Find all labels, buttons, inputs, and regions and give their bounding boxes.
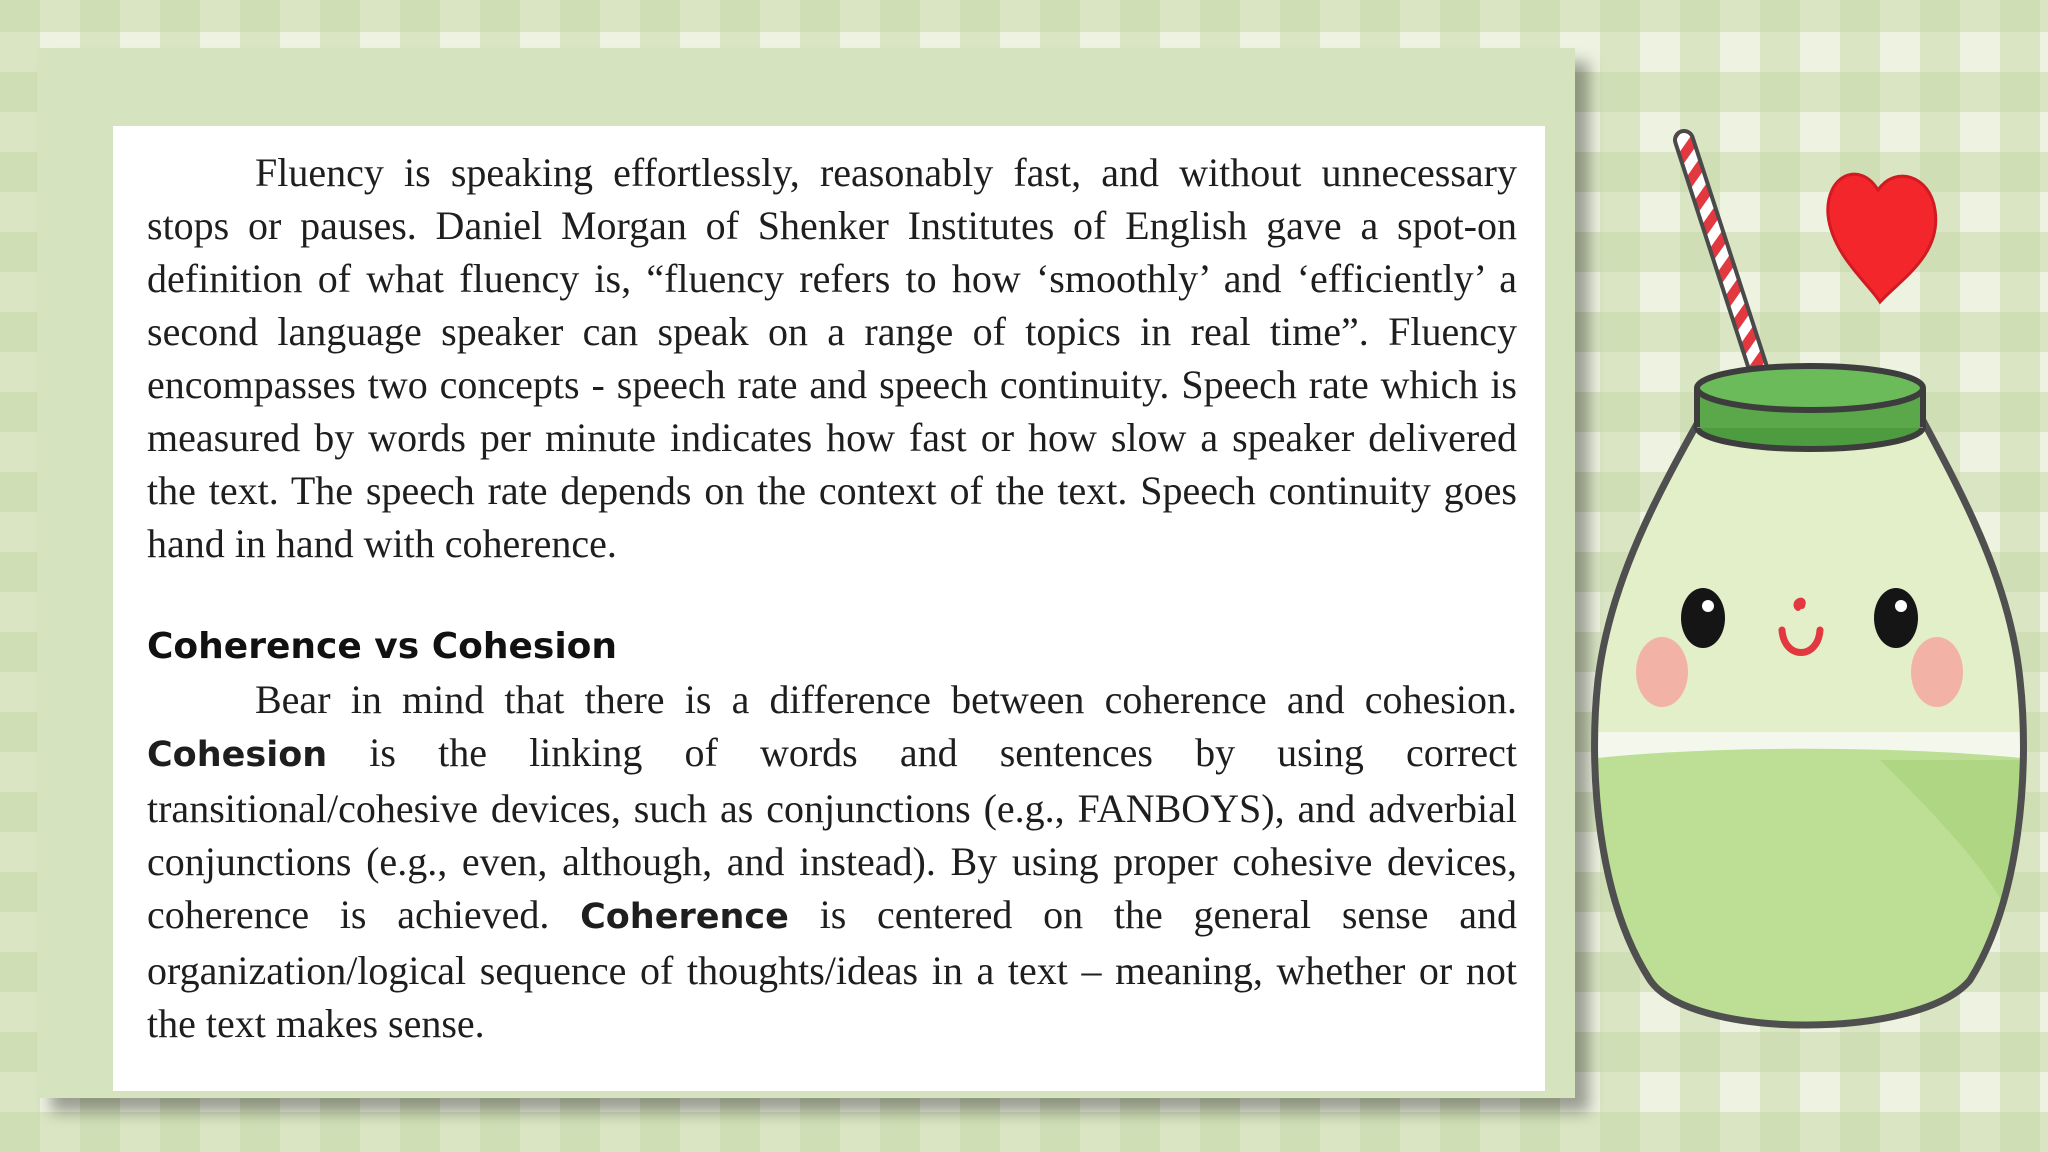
section-heading: Coherence vs Cohesion [147, 626, 618, 667]
fluency-paragraph: Fluency is speaking effortlessly, reasonably fast, and without unnecessary stops or pauses. Daniel Morgan of Shenker Institutes of English gave a spot-on definition of what fluency is, “fluency refers to how ‘smoothly’ and ‘efficiently’ a second language speaker can speak on a range of topics in real time”. Fluency encompasses two concepts - speech rate and speech continuity. Speech rate which is measured by words per minute indicates how fast or how slow a speaker delivered the text. The speech rate depends on the context of the text. Speech continuity goes hand in hand with coherence. [147, 150, 1517, 566]
slide-frame [37, 48, 1575, 1098]
paragraph-intro: Bear in mind that there is a difference between coherence and cohesion. [255, 677, 1517, 722]
straw-icon [1684, 140, 1770, 405]
document-page [113, 126, 1545, 1091]
milk-bottle-illustration [1580, 120, 2040, 1070]
term-cohesion: Cohesion [147, 735, 328, 775]
bottle-icon [1580, 366, 2040, 1070]
cohesion-definition: is the linking of words and sentences by using correct transitional/cohesive devices, such as conjunctions (e.g., FANBOYS), and adverbial conjunctions (e.g., even, although, and instead). By using proper cohesive devices, coherence is achieved. [147, 730, 1517, 937]
coherence-paragraph [147, 673, 1517, 1050]
heart-icon [1828, 174, 1936, 302]
coherence-definition: is centered on the general sense and organization/logical sequence of thoughts/ideas in a text – meaning, whether or not the text makes sense. [147, 892, 1517, 1046]
term-coherence: Coherence [580, 897, 789, 937]
bottle-lid [1697, 366, 1923, 449]
